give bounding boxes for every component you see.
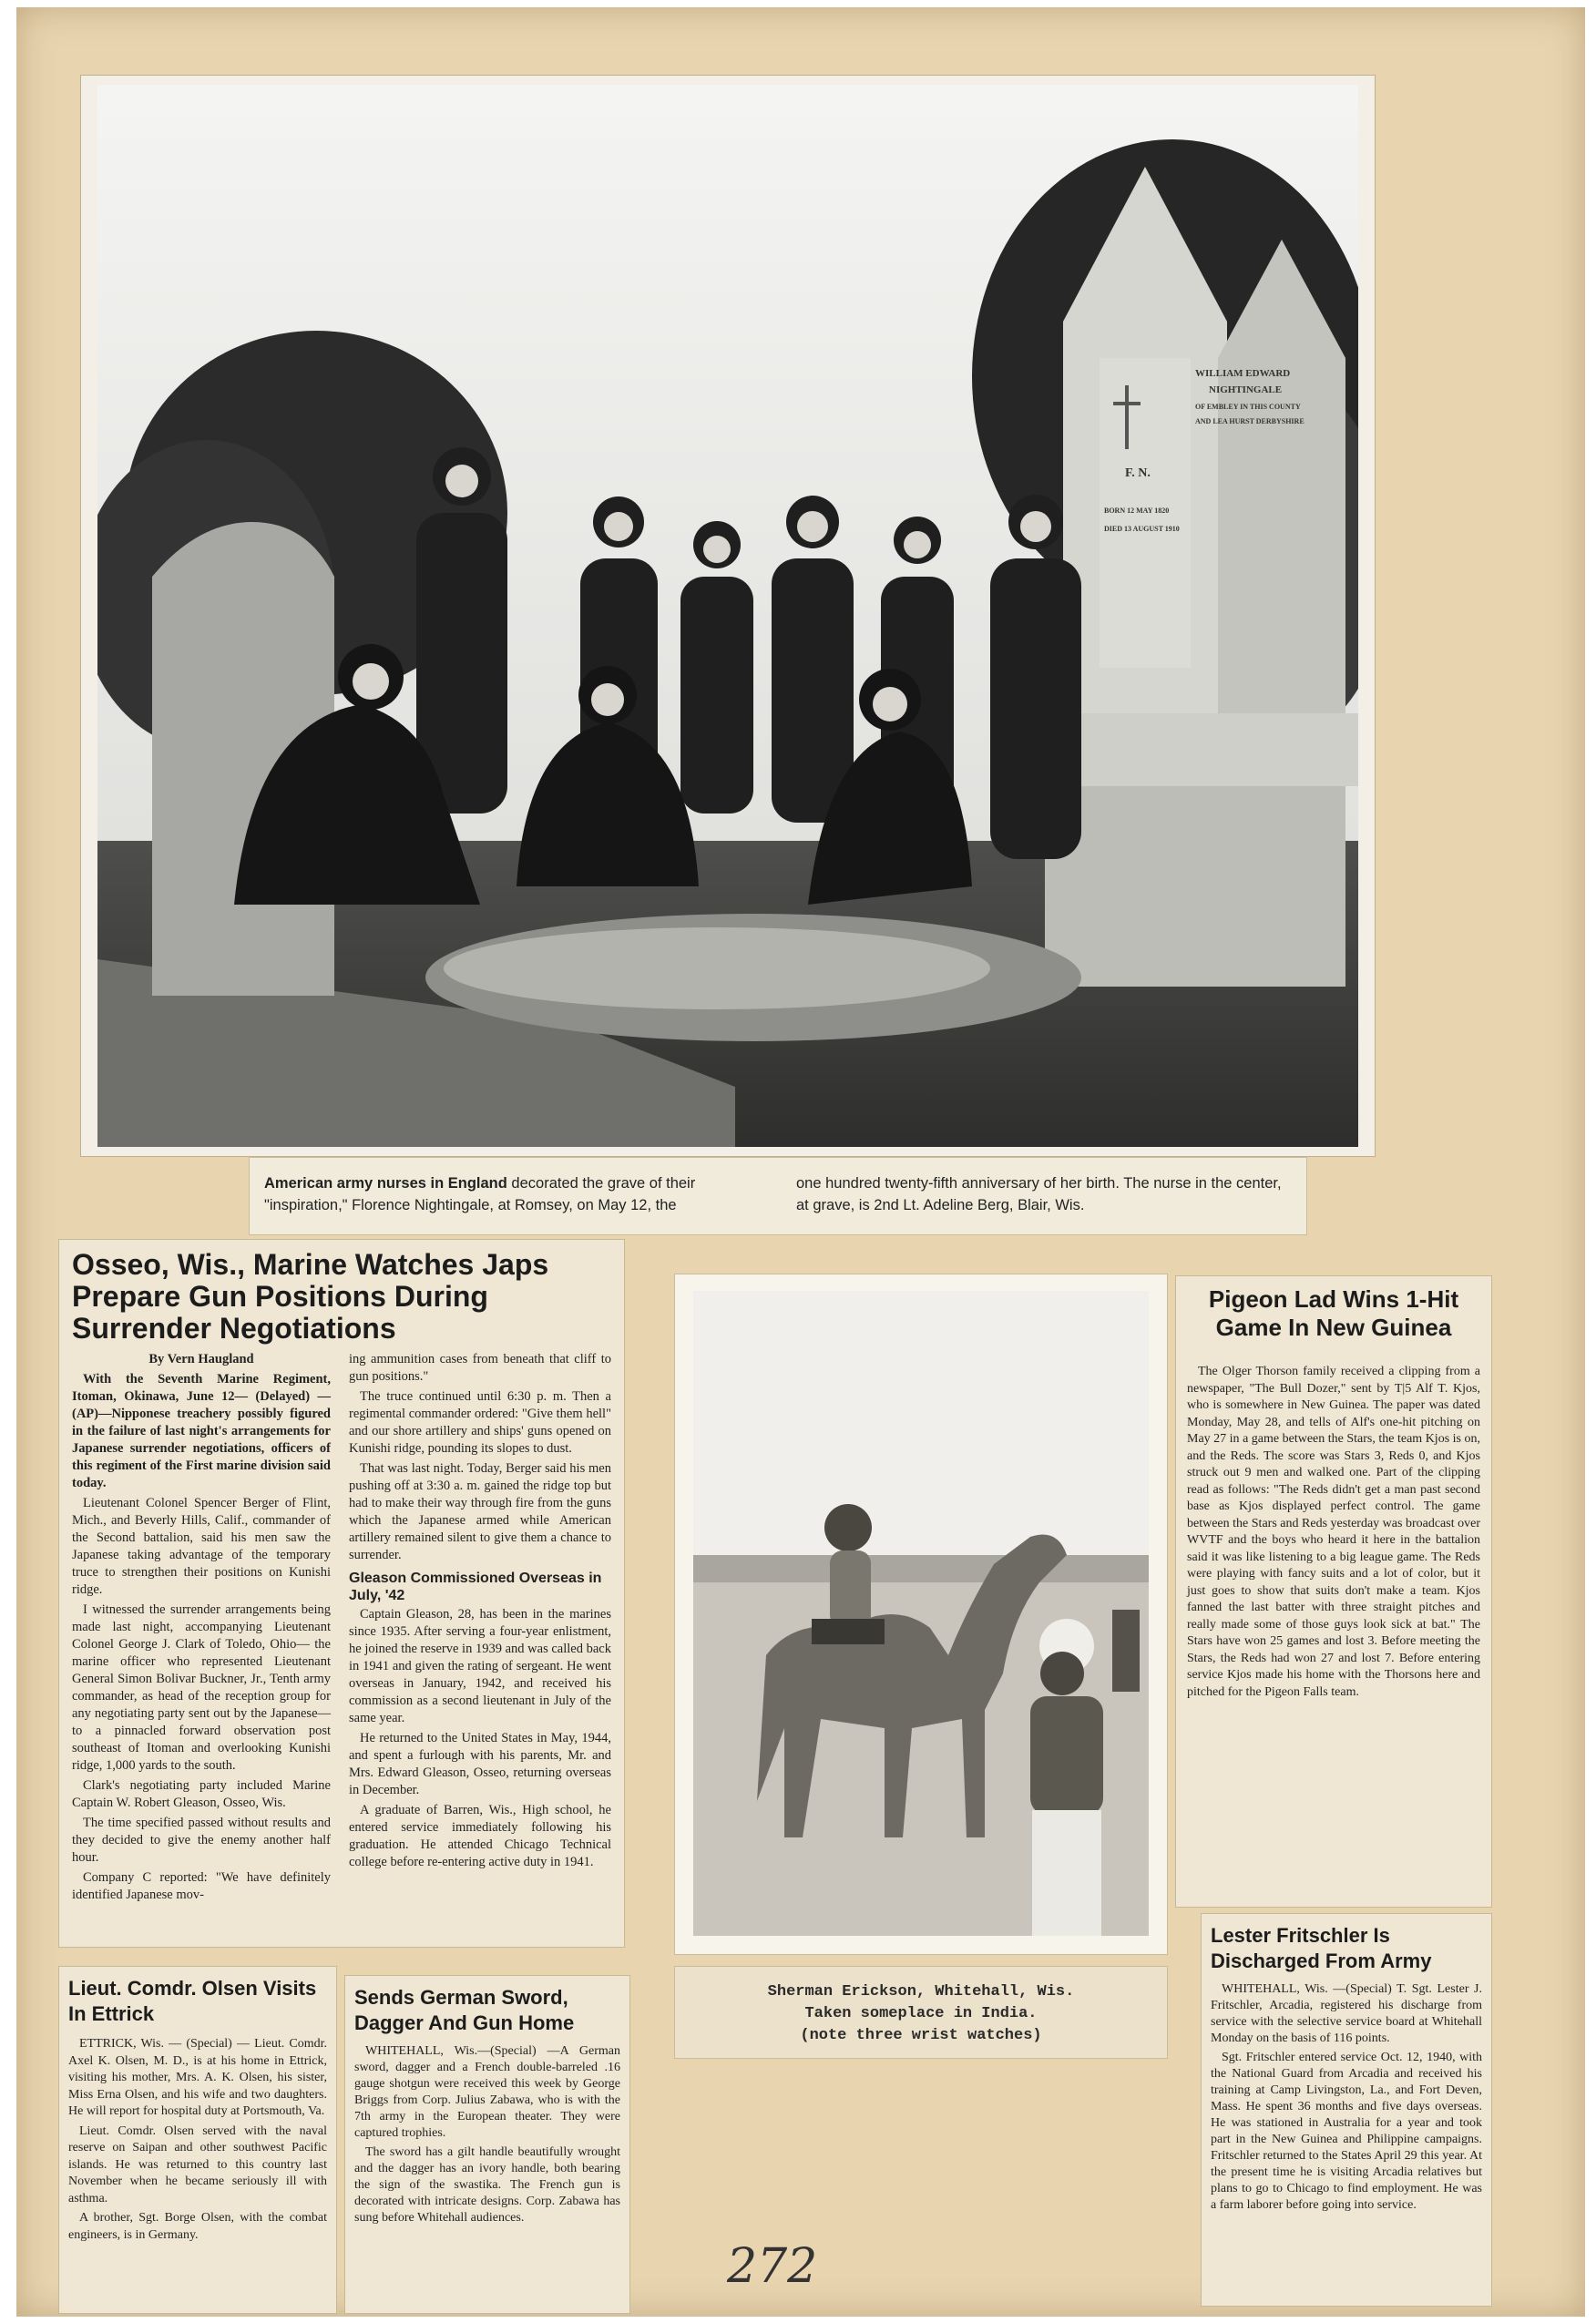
pigeon-body: [1187, 1364, 1480, 1704]
camel-rider-image: [693, 1291, 1149, 1936]
paragraph: I witnessed the surrender arrangements being made last night, accompanying Lieutenant Colonel George J. Clark of Toledo, Ohio— the marine officer who represented Lieutenant General Simon Bolivar Buckner, Jr., Tenth army commander, as head of the reception group for any negotiating party sent out by the Japanese—to a pinnacled forward observation post southeast of Itoman and overlooking Kunishi ridge, 1,000 yards to the south.: [72, 1602, 331, 1773]
paragraph: WHITEHALL, Wis. —(Special) T. Sgt. Lester J. Fritschler, Arcadia, registered his discharge from service with the selective service board at Whitehall Monday on the basis of 116 points.: [1211, 1982, 1482, 2045]
caption-bold: American army nurses in England: [264, 1175, 507, 1192]
paragraph: ing ammunition cases from beneath that cliff to gun positions.": [349, 1352, 611, 1384]
osseo-column-2: [349, 1351, 611, 1874]
paragraph: The truce continued until 6:30 p. m. Then a regimental commander ordered: "Give them hell" and our shore artillery and ships' guns opened on Kunishi ridge, pounding its slopes to dust.: [349, 1389, 611, 1456]
sword-clipping: [344, 1975, 630, 2314]
paragraph: Lieut. Comdr. Olsen served with the naval reserve on Saipan and other southwest Pacific islands. He was returned to this country last November when he became seriously ill with asthma.: [68, 2123, 327, 2205]
caption-line: (note three wrist watches): [800, 2027, 1042, 2044]
paragraph: A graduate of Barren, Wis., High school, he entered service immediately following his graduation. He attended Chicago Technical college before re-entering active duty in 1941.: [349, 1803, 611, 1869]
caption-column-2: one hundred twenty-fifth anniversary of her birth. The nurse in the center, at grave, is 2nd Lt. Adeline Berg, Blair, Wis.: [796, 1175, 1282, 1213]
nurses-at-grave-image: [97, 85, 1358, 1147]
gravestone-line: DIED 13 AUGUST 1910: [1104, 525, 1180, 533]
sword-body: [354, 2043, 620, 2229]
paragraph: The Olger Thorson family received a clipping from a newspaper, "The Bull Dozer," sent by T|5 Alf T. Kjos, who is somewhere in New Guinea. The paper was dated Monday, May 28, and tells of Alf's one-hit pitching on May 27 in a game between the Stars, the team Kjos is on, and the Reds. The score was Stars 3, Reds 0, and Kjos struck out 9 men and walked one. Part of the clipping read as follows: "The Reds didn't get a man past second base as Kjos displayed perfect control. The game between the Stars and Reds yesterday was broadcast over WVTF and the boys who heard it here in the battalion said it was like listening to a big league game. The Reds were playing with fancy suits and a lot of color, but it just goes to show that suits don't make a team. Kjos fanned the last batter with three straight pitches and really made some of those guys look sick at bat." The Stars have won 25 games and lost 3. Before meeting the Stars, the Reds had won 27 and lost 7. Before entering service Kjos made his home with the Thorsons here and pitched for the Pigeon Falls team.: [1187, 1365, 1480, 1699]
gravestone-line: NIGHTINGALE: [1209, 384, 1283, 395]
india-photo: [674, 1274, 1168, 1955]
caption-column-1: [264, 1172, 774, 1216]
nurses-photo: [80, 75, 1376, 1157]
fritschler-clipping: [1201, 1913, 1492, 2307]
gravestone-line: OF EMBLEY IN THIS COUNTY: [1195, 403, 1301, 411]
nurses-caption: [249, 1157, 1307, 1235]
gravestone-line: WILLIAM EDWARD: [1195, 368, 1291, 379]
pigeon-headline: Pigeon Lad Wins 1-Hit Game In New Guinea: [1208, 1285, 1459, 1341]
india-photo-caption: [674, 1966, 1168, 2059]
paragraph: He returned to the United States in May, 1944, and spent a furlough with his parents, Mr. and Mrs. Edward Gleason, Osseo, returning overseas in December.: [349, 1731, 611, 1797]
gravestone-line: BORN 12 MAY 1820: [1104, 507, 1170, 515]
osseo-clipping: [58, 1239, 625, 1948]
paragraph: Sgt. Fritschler entered service Oct. 12, 1940, with the National Guard from Arcadia and received his training at Camp Livingston, La., and Fort Deven, Mass. He spent 36 months and five days overseas. He was stationed in Australia for a year and took part in the New Guinea and Philippine campaigns. Fritschler returned to the States April 29 this year. At the present time he is visiting Arcadia relatives but plans to go to Chicago to find employment. He was a farm laborer before going into service.: [1211, 2051, 1482, 2212]
paragraph: Clark's negotiating party included Marine Captain W. Robert Gleason, Osseo, Wis.: [72, 1778, 331, 1810]
page-number: 272: [727, 2239, 818, 2294]
paragraph: ETTRICK, Wis. — (Special) — Lieut. Comdr. Axel K. Olsen, M. D., is at his home in Ettrick, visiting his mother, Mrs. A. K. Olsen, his sister, Miss Erna Olsen, and his wife and two daughters. He will report for hospital duty at Portsmouth, Va.: [68, 2037, 327, 2118]
gravestone-line: F. N.: [1125, 466, 1151, 480]
scrapbook-page: [16, 7, 1585, 2317]
caption-line: Taken someplace in India.: [804, 2005, 1038, 2022]
caption-text: decorated the grave of their "inspiration," Florence Nightingale, at Romsey, on May 12, the: [264, 1175, 696, 1213]
paragraph: Lieutenant Colonel Spencer Berger of Flint, Mich., and Beverly Hills, Calif., commander of the Second battalion, said his men saw the Japanese taking advantage of the temporary truce to strengthen their positions on Kunishi ridge.: [72, 1496, 331, 1597]
paragraph: Captain Gleason, 28, has been in the marines since 1935. After serving a four-year enlistment, he joined the reserve in 1939 and was called back in 1941 and given the rating of sergeant. He went overseas in January, 1942, and received his commission as a second lieutenant in July of the same year.: [349, 1607, 611, 1725]
paragraph: Company C reported: "We have definitely identified Japanese mov-: [72, 1870, 331, 1902]
fritschler-headline: Lester Fritschler Is Discharged From Army: [1211, 1924, 1432, 1972]
paragraph: That was last night. Today, Berger said his men pushing off at 3:30 a. m. gained the ridge top but had to make their way through fire from the guns which the Japanese armed while American artillery remained silent to give them a chance to surrender.: [349, 1461, 611, 1562]
gravestone-line: AND LEA HURST DERBYSHIRE: [1195, 417, 1304, 425]
osseo-column-1: [72, 1351, 331, 1907]
osseo-headline: Osseo, Wis., Marine Watches Japs Prepare Gun Positions During Surrender Negotiations: [72, 1248, 549, 1345]
osseo-subhead: Gleason Commissioned Overseas in July, '42: [349, 1571, 602, 1603]
fritschler-body: [1211, 1981, 1482, 2216]
olsen-clipping: [58, 1966, 337, 2314]
osseo-byline: By Vern Haugland: [148, 1352, 254, 1366]
pigeon-clipping: [1175, 1275, 1492, 1908]
paragraph: A brother, Sgt. Borge Olsen, with the combat engineers, is in Germany.: [68, 2211, 327, 2242]
paragraph: WHITEHALL, Wis.—(Special) —A German sword, dagger and a French double-barreled .16 gauge shotgun were received this week by George Briggs from Corp. Julius Zabawa, who is with the 7th army in the European theater. They were captured trophies.: [354, 2044, 620, 2140]
sword-headline: Sends German Sword, Dagger And Gun Home: [354, 1986, 575, 2034]
paragraph: The sword has a gilt handle beautifully wrought and the dagger has an ivory handle, both bearing the sign of the swastika. The French gun is decorated with intricate designs. Corp. Zabawa has sung before Whitehall audiences.: [354, 2145, 620, 2225]
olsen-body: [68, 2036, 327, 2246]
paragraph: The time specified passed without results and they decided to give the enemy another half hour.: [72, 1816, 331, 1865]
olsen-headline: Lieut. Comdr. Olsen Visits In Ettrick: [68, 1977, 317, 2025]
caption-line: Sherman Erickson, Whitehall, Wis.: [767, 1983, 1075, 2001]
paragraph: With the Seventh Marine Regiment, Itoman, Okinawa, June 12— (Delayed) —(AP)—Nipponese treachery possibly figured in the failure of last night's arrangements for Japanese surrender negotiations, officers of this regiment of the First marine division said today.: [72, 1372, 331, 1490]
